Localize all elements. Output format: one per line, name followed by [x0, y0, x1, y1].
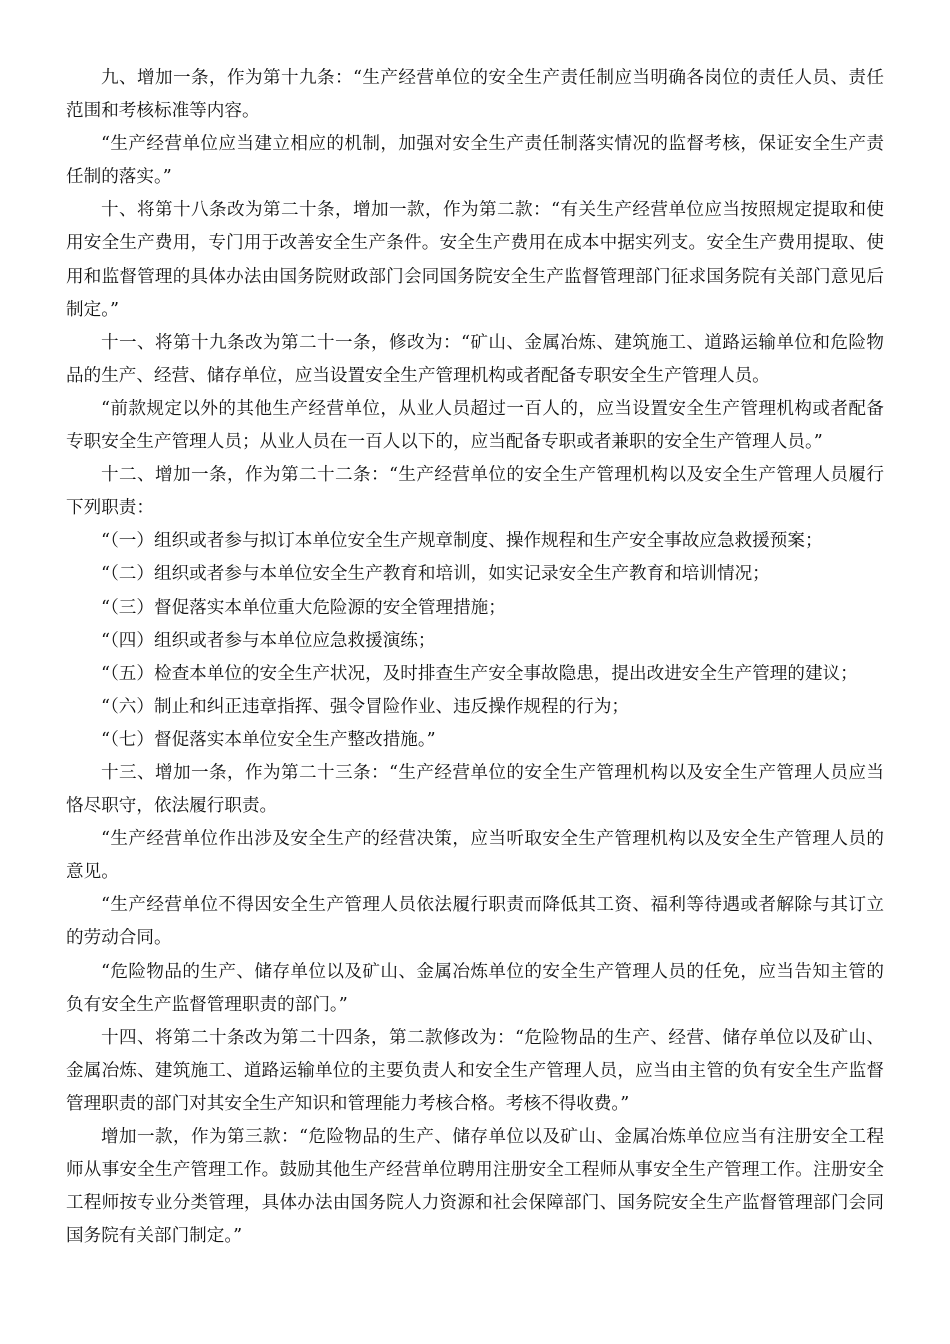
paragraph-item-9-clause-2: “生产经营单位应当建立相应的机制，加强对安全生产责任制落实情况的监督考核，保证安全生产责任制的落实。” — [66, 134, 884, 188]
paragraph-item-12-duty-4: “（四）组织或者参与本单位应急救援演练； — [101, 630, 436, 651]
paragraph-item-12-duty-1: “（一）组织或者参与拟订本单位安全生产规章制度、操作规程和生产安全事故应急救援预案； — [101, 531, 823, 552]
paragraph-item-11: 十一、将第十九条改为第二十一条，修改为：“矿山、金属冶炼、建筑施工、道路运输单位和危险物品的生产、经营、储存单位，应当设置安全生产管理机构或者配备专职安全生产管理人员。 — [66, 332, 884, 386]
paragraph-item-14-clause-3: 增加一款，作为第三款：“危险物品的生产、储存单位以及矿山、金属冶炼单位应当有注册安全工程师从事安全生产管理工作。鼓励其他生产经营单位聘用注册安全工程师从事安全生产管理工作。注册安全工程师按专业分类管理，具体办法由国务院人力资源和社会保障部门、国务院安全生产监督管理部门会同国务院有关部门制定。” — [66, 1127, 884, 1247]
paragraph-item-10: 十、将第十八条改为第二十条，增加一款，作为第二款：“有关生产经营单位应当按照规定提取和使用安全生产费用，专门用于改善安全生产条件。安全生产费用在成本中据实列支。安全生产费用提取、使用和监督管理的具体办法由国务院财政部门会同国务院安全生产监督管理部门征求国务院有关部门意见后制定。” — [66, 200, 884, 320]
paragraph-item-9: 九、增加一条，作为第十九条：“生产经营单位的安全生产责任制应当明确各岗位的责任人员、责任范围和考核标准等内容。 — [66, 68, 884, 122]
paragraph-item-12-duty-6: “（六）制止和纠正违章指挥、强令冒险作业、违反操作规程的行为； — [101, 696, 630, 717]
paragraph-item-14: 十四、将第二十条改为第二十四条，第二款修改为：“危险物品的生产、经营、储存单位以及矿山、金属冶炼、建筑施工、道路运输单位的主要负责人和安全生产管理人员，应当由主管的负有安全生产监督管理职责的部门对其安全生产知识和管理能力考核合格。考核不得收费。” — [66, 1027, 884, 1114]
paragraph-item-12-duty-2: “（二）组织或者参与本单位安全生产教育和培训，如实记录安全生产教育和培训情况； — [101, 564, 770, 585]
paragraph-item-13-clause-4: “危险物品的生产、储存单位以及矿山、金属冶炼单位的安全生产管理人员的任免，应当告知主管的负有安全生产监督管理职责的部门。” — [66, 961, 884, 1015]
paragraph-item-11-clause-2: “前款规定以外的其他生产经营单位，从业人员超过一百人的，应当设置安全生产管理机构或者配备专职安全生产管理人员；从业人员在一百人以下的，应当配备专职或者兼职的安全生产管理人员。” — [66, 398, 884, 453]
paragraph-item-12-duty-3: “（三）督促落实本单位重大危险源的安全管理措施； — [101, 597, 506, 618]
paragraph-item-13: 十三、增加一条，作为第二十三条：“生产经营单位的安全生产管理机构以及安全生产管理人员应当恪尽职守，依法履行职责。 — [66, 762, 884, 817]
paragraph-item-13-clause-3: “生产经营单位不得因安全生产管理人员依法履行职责而降低其工资、福利等待遇或者解除与其订立的劳动合同。 — [66, 895, 884, 949]
paragraph-item-13-clause-2: “生产经营单位作出涉及安全生产的经营决策，应当听取安全生产管理机构以及安全生产管理人员的意见。 — [66, 829, 884, 883]
paragraph-item-12: 十二、增加一条，作为第二十二条：“生产经营单位的安全生产管理机构以及安全生产管理人员履行下列职责： — [66, 465, 884, 519]
paragraph-item-12-duty-7: “（七）督促落实本单位安全生产整改措施。” — [101, 729, 436, 750]
paragraph-item-12-duty-5: “（五）检查本单位的安全生产状况，及时排查生产安全事故隐患，提出改进安全生产管理的建议； — [101, 663, 858, 684]
document-page — [66, 62, 884, 1253]
